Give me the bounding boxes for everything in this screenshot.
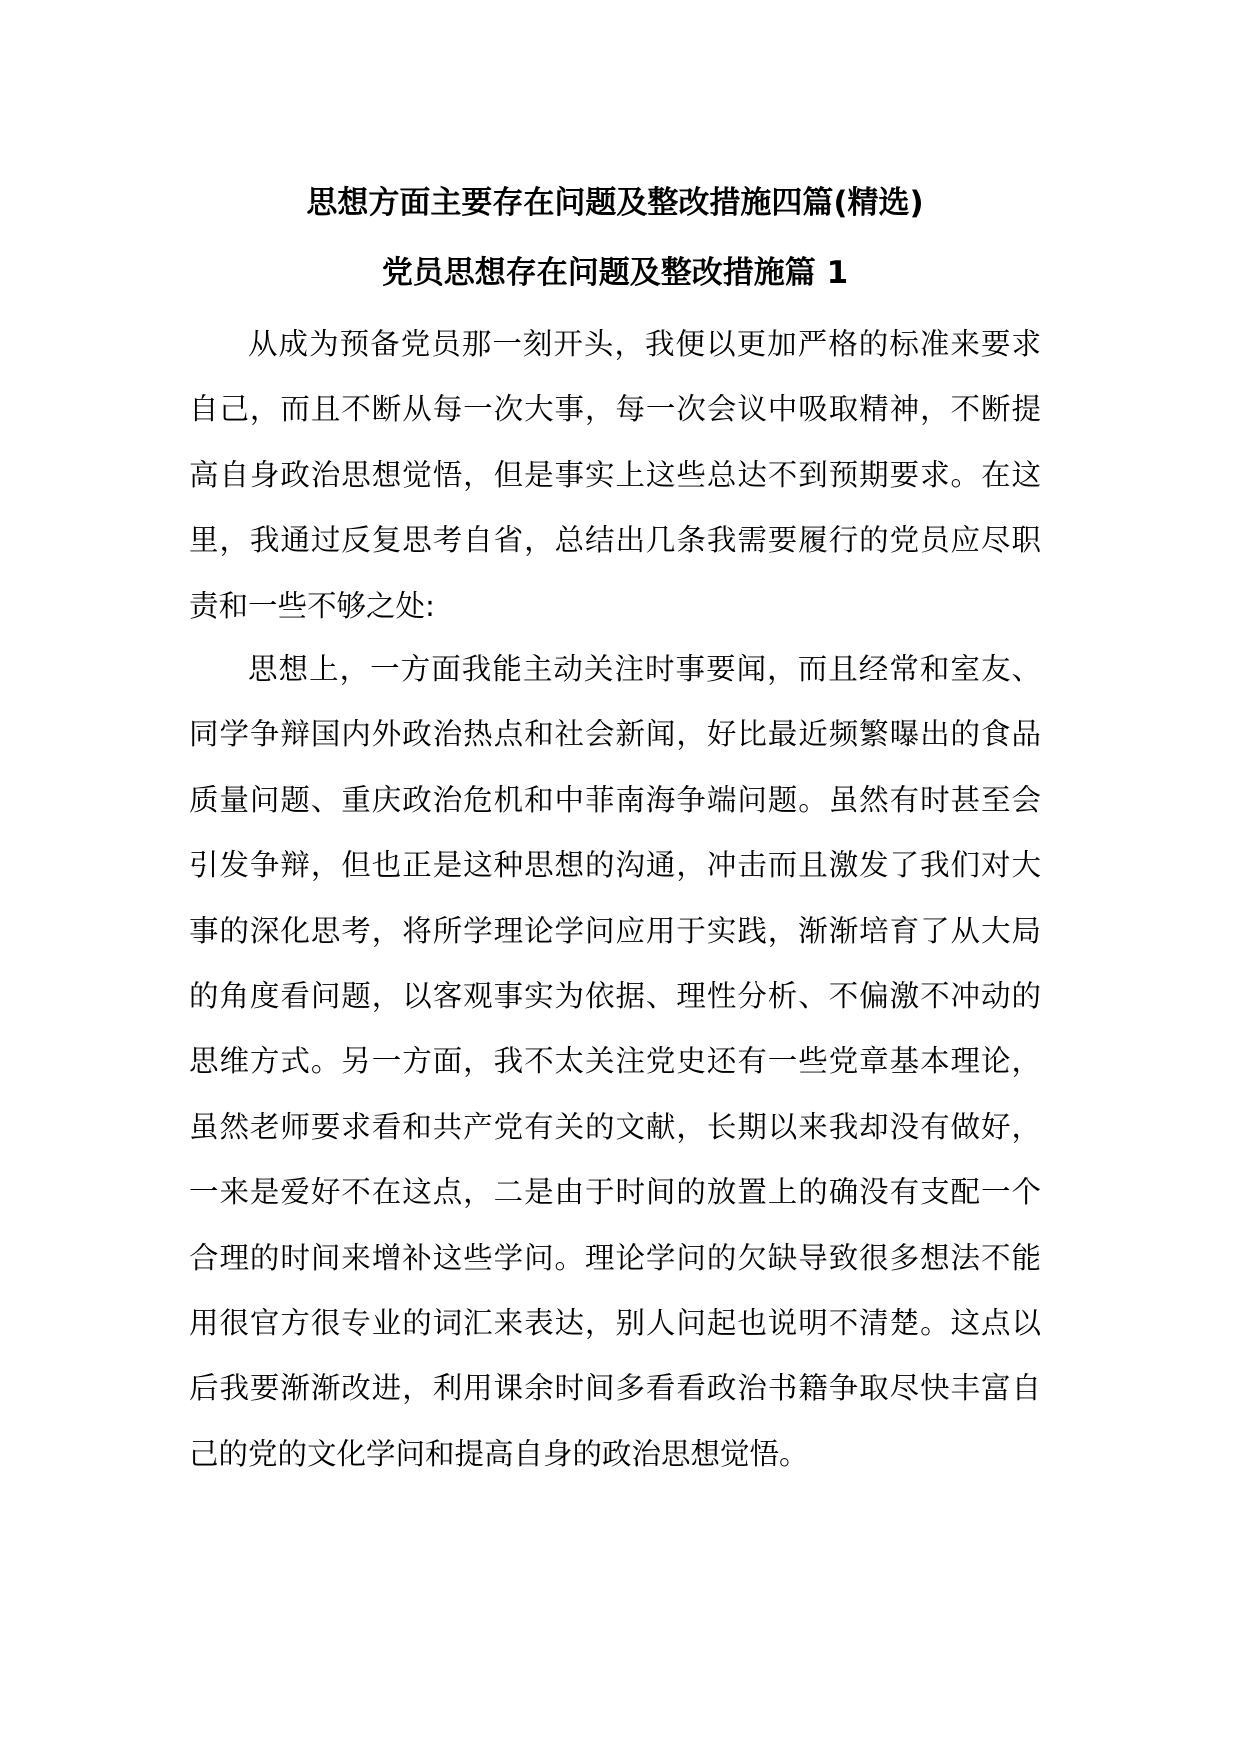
body-paragraph-1: 从成为预备党员那一刻开头，我便以更加严格的标准来要求自己，而且不断从每一次大事，每一次会议中吸取精神，不断提高自身政治思想觉悟，但是事实上这些总达不到预期要求。在这里，我通过反复思考自省，总结出几条我需要履行的党员应尽职责和一些不够之处:: [189, 327, 1041, 623]
document-page: [189, 0, 1041, 1754]
document-title: 思想方面主要存在问题及整改措施四篇(精选): [306, 185, 924, 221]
document-subtitle: 党员思想存在问题及整改措施篇 1: [381, 255, 849, 291]
body-paragraph-2: 思想上，一方面我能主动关注时事要闻，而且经常和室友、同学争辩国内外政治热点和社会新闻，好比最近频繁曝出的食品质量问题、重庆政治危机和中菲南海争端问题。虽然有时甚至会引发争辩，但也正是这种思想的沟通，冲击而且激发了我们对大事的深化思考，将所学理论学问应用于实践，渐渐培育了从大局的角度看问题，以客观事实为依据、理性分析、不偏激不冲动的思维方式。另一方面，我不太关注党史还有一些党章基本理论，虽然老师要求看和共产党有关的文献，长期以来我却没有做好，一来是爱好不在这点，二是由于时间的放置上的确没有支配一个合理的时间来增补这些学问。理论学问的欠缺导致很多想法不能用很官方很专业的词汇来表达，别人问起也说明不清楚。这点以后我要渐渐改进，利用课余时间多看看政治书籍争取尽快丰富自己的党的文化学问和提高自身的政治思想觉悟。: [189, 652, 1041, 1471]
